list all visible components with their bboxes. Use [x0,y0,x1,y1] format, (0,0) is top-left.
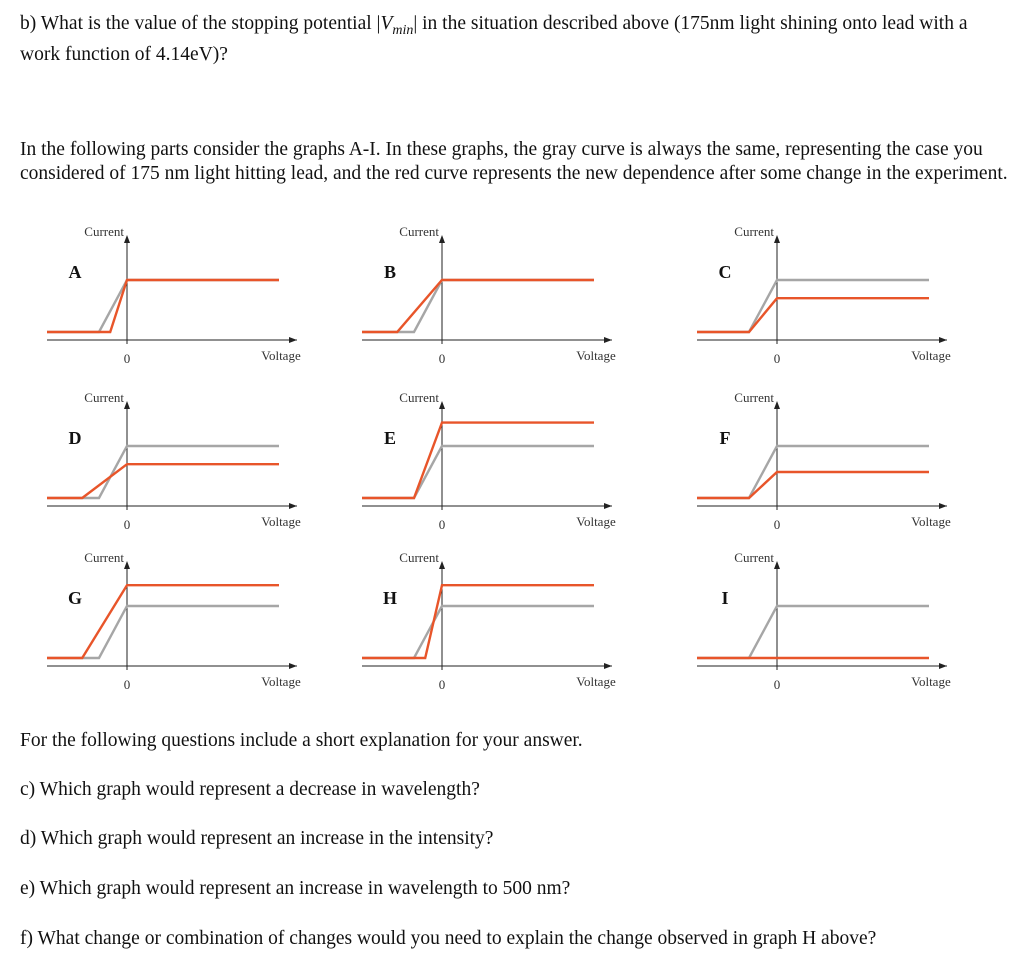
current-axis-arrow [774,235,780,243]
question-e: e) Which graph would represent an increase in wavelength to 500 nm? [20,878,571,899]
voltage-label: Voltage [576,348,616,363]
graphs-grid [0,210,1024,700]
graph-label: F [719,428,731,448]
question-f: f) What change or combination of changes would you need to explain the change observed in graph H above? [20,928,877,949]
voltage-label: Voltage [576,674,616,689]
voltage-axis-arrow [604,503,612,509]
gray-curve [362,606,594,658]
v-subscript: min [392,22,414,38]
gray-curve [47,446,279,498]
zero-label: 0 [438,351,446,366]
voltage-label: Voltage [261,348,301,363]
current-axis-arrow [124,401,130,409]
current-label: Current [399,224,439,239]
zero-label: 0 [773,351,781,366]
graph-g [47,550,301,692]
gray-curve [47,606,279,658]
graph-label: B [383,262,397,282]
question-b-prefix: b) What is the value of the stopping potential | [20,13,381,34]
current-axis-arrow [439,561,445,569]
graph-f [697,390,951,532]
graph-b [362,224,616,366]
voltage-axis-arrow [289,503,297,509]
v-symbol: V [380,13,393,34]
red-curve [47,280,279,332]
current-label: Current [84,224,124,239]
graph-a [47,224,301,366]
graphs-intro: In the following parts consider the graphs A-I. In these graphs, the gray curve is always the same, representing the case you considered of 175 nm light hitting lead, and the red curve represents the new dependence after some change in the experiment. [20,139,1008,184]
zero-label: 0 [123,351,131,366]
current-label: Current [399,390,439,405]
gray-curve [47,280,279,332]
current-label: Current [84,390,124,405]
zero-label: 0 [123,517,131,532]
voltage-axis-arrow [939,503,947,509]
zero-label: 0 [438,677,446,692]
red-curve [697,298,929,332]
gray-curve [697,606,929,658]
red-curve [362,423,594,498]
graph-label: H [382,588,398,608]
followup-intro: For the following questions include a short explanation for your answer. [20,730,583,751]
red-curve [697,472,929,498]
current-axis-arrow [439,401,445,409]
graph-c [697,224,951,366]
voltage-axis-arrow [939,337,947,343]
gray-curve [362,280,594,332]
question-b [20,12,1010,67]
voltage-label: Voltage [261,674,301,689]
question-b-suffix: | in the situation described above (175nm light shining onto lead with a work function of 4.14eV)? [20,13,968,65]
graph-e [362,390,616,532]
zero-label: 0 [773,677,781,692]
voltage-label: Voltage [911,514,951,529]
graph-label: A [68,262,82,282]
graph-d [47,390,301,532]
graph-label: E [383,428,397,448]
voltage-axis-arrow [289,337,297,343]
current-axis-arrow [774,401,780,409]
current-label: Current [734,224,774,239]
graph-h [362,550,616,692]
current-axis-arrow [124,561,130,569]
current-label: Current [734,550,774,565]
gray-curve [362,446,594,498]
voltage-label: Voltage [576,514,616,529]
zero-label: 0 [773,517,781,532]
current-axis-arrow [439,235,445,243]
zero-label: 0 [123,677,131,692]
voltage-label: Voltage [261,514,301,529]
current-label: Current [399,550,439,565]
current-label: Current [84,550,124,565]
question-c: c) Which graph would represent a decrease in wavelength? [20,779,480,800]
red-curve [362,280,594,332]
voltage-axis-arrow [604,663,612,669]
graph-label: D [68,428,82,448]
graph-label: G [67,588,83,608]
graph-i [697,550,951,692]
current-axis-arrow [124,235,130,243]
graph-label: C [718,262,732,282]
voltage-axis-arrow [939,663,947,669]
question-d: d) Which graph would represent an increase in the intensity? [20,828,494,849]
voltage-axis-arrow [289,663,297,669]
graph-label: I [721,588,729,608]
voltage-axis-arrow [604,337,612,343]
current-axis-arrow [774,561,780,569]
red-curve [47,464,279,498]
voltage-label: Voltage [911,348,951,363]
zero-label: 0 [438,517,446,532]
current-label: Current [734,390,774,405]
voltage-label: Voltage [911,674,951,689]
gray-curve [697,280,929,332]
